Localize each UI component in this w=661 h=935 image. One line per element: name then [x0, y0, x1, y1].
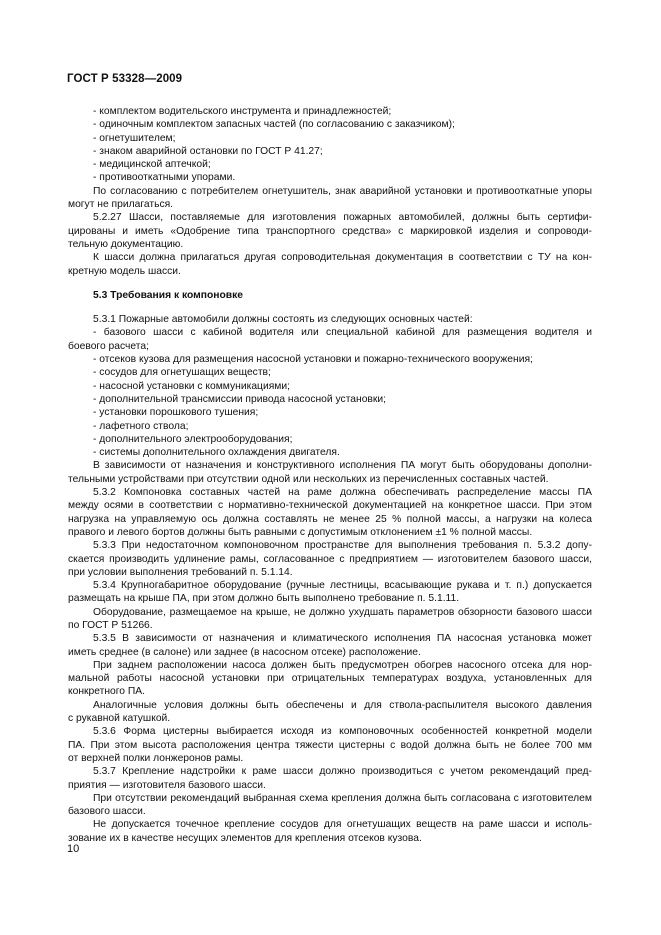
text-line: 5.3.3 При недостаточном компоновочном пространстве для выполнения требования п. 5.3.2 допу- — [93, 540, 592, 552]
text-line: 5.3.1 Пожарные автомобили должны состоять из следующих основных частей: — [93, 314, 473, 326]
text-line: мальной работы насосной установки при отрицательных температурах воздуха, установленных для — [68, 673, 592, 685]
text-line: кретную модель шасси. — [68, 265, 181, 277]
text-line: Оборудование, размещаемое на крыше, не должно ухудшать параметров обзорности базового шасси — [93, 606, 592, 618]
text-line: тельными устройствами при отсутствии одной или нескольких из перечисленных составных частей. — [68, 473, 549, 485]
text-line: - лафетного ствола; — [93, 420, 189, 432]
text-line: 5.3.5 В зависимости от назначения и климатического исполнения ПА насосная установка может — [93, 633, 592, 645]
text-line: При отсутствии рекомендаций выбранная схема крепления должна быть согласована с изготовителем — [93, 792, 592, 804]
text-line: - противооткатными упорами. — [93, 172, 236, 184]
text-line: иметь среднее (в салоне) или заднее (в насосном отсеке) расположение. — [68, 646, 421, 658]
text-line: - отсеков кузова для размещения насосной установки и пожарно-технического вооружения; — [93, 354, 533, 366]
text-line: нагрузка на управляемую ось должна составлять не менее 25 % полной массы, а нагрузки на колеса — [68, 513, 592, 525]
document-header: ГОСТ Р 53328—2009 — [67, 73, 183, 85]
text-line: 5.3.7 Крепление надстройки к раме шасси должно производиться с учетом рекомендаций пред- — [93, 766, 592, 778]
text-line: с рукавной катушкой. — [68, 713, 171, 725]
text-line: В зависимости от назначения и конструктивного исполнения ПА могут быть оборудованы дополни- — [93, 460, 592, 472]
text-line: тельную документацию. — [68, 238, 184, 250]
page-number: 10 — [67, 843, 80, 855]
text-line: - сосудов для огнетушащих веществ; — [93, 367, 271, 379]
text-line: правого и левого бортов должны быть равными с допустимым отклонением ±1 % полной массы. — [68, 526, 533, 538]
section-title: 5.3 Требования к компоновке — [93, 289, 243, 301]
text-line: 5.3.2 Компоновка составных частей на раме должна обеспечивать распределение массы ПА — [93, 487, 592, 499]
text-line: приятия — изготовителя базового шасси. — [68, 779, 266, 791]
text-line: - комплектом водительского инструмента и принадлежностей; — [93, 106, 392, 117]
text-line: - установки порошкового тушения; — [93, 407, 259, 419]
text-line: боевого расчета; — [68, 340, 149, 352]
text-line: Аналогичные условия должны быть обеспечены и для ствола-распылителя высокого давления — [93, 699, 592, 711]
text-line: скается производить удлинение рамы, согласованное с предприятием — изготовителем базового шасси, — [68, 553, 592, 565]
text-line: ПА. При этом высота расположения центра тяжести цистерны с водой должна быть не более 700 мм — [68, 739, 592, 751]
text-line: 5.3.4 Крупногабаритное оборудование (ручные лестницы, всасывающие рукава и т. п.) допускается — [93, 580, 592, 592]
text-line: между осями в соответствии с нормативно-технической документацией на конкретное шасси. При этом — [68, 500, 592, 512]
text-line: могут не прилагаться. — [68, 199, 174, 211]
text-line: - дополнительной трансмиссии привода насосной установки; — [93, 393, 387, 405]
page-body — [68, 105, 592, 845]
text-line: при условии выполнения требований п. 5.1.14. — [68, 566, 293, 578]
text-line: - огнетушителем; — [93, 132, 176, 144]
text-line: - насосной установки с коммуникациями; — [93, 380, 290, 392]
text-line: - дополнительного электрооборудования; — [93, 433, 293, 445]
text-line: - медицинской аптечкой; — [93, 159, 211, 171]
text-line: зование их в качестве несущих элементов для крепления отсеков кузова. — [68, 832, 422, 844]
text-line: - одиночным комплектом запасных частей (по согласованию с заказчиком); — [93, 119, 455, 131]
text-line: - базового шасси с кабиной водителя или специальной кабиной для размещения водителя и — [93, 327, 592, 339]
text-line: конкретного ПА. — [68, 686, 146, 698]
text-line: - знаком аварийной остановки по ГОСТ Р 41.27; — [93, 145, 323, 157]
text-line: по ГОСТ Р 51266. — [68, 619, 153, 631]
text-line: - системы дополнительного охлаждения двигателя. — [93, 447, 340, 459]
text-line: 5.3.6 Форма цистерны выбирается исходя из компоновочных особенностей конкретной модели — [93, 726, 592, 738]
text-line: от верхней полки лонжеронов рамы. — [68, 752, 244, 764]
text-line: К шасси должна прилагаться другая сопроводительная документация в соответствии с ТУ на кон- — [93, 252, 592, 264]
text-line: базового шасси. — [68, 806, 146, 818]
text-line: цированы и иметь «Одобрение типа транспортного средства» с маркировкой изделия и сопроводи- — [68, 225, 592, 237]
text-line: размещать на крыше ПА, при этом должно быть выполнено требование п. 5.1.11. — [68, 593, 460, 605]
text-line: По согласованию с потребителем огнетушитель, знак аварийной установки и противооткатные упоры — [93, 185, 592, 197]
text-line: При заднем расположении насоса должен быть предусмотрен обогрев насосного отсека для нор- — [93, 659, 592, 671]
text-line: Не допускается точечное крепление сосудов для огнетушащих веществ на раме шасси и исполь- — [93, 819, 592, 831]
text-line: 5.2.27 Шасси, поставляемые для изготовления пожарных автомобилей, должны быть сертифи- — [93, 212, 592, 224]
